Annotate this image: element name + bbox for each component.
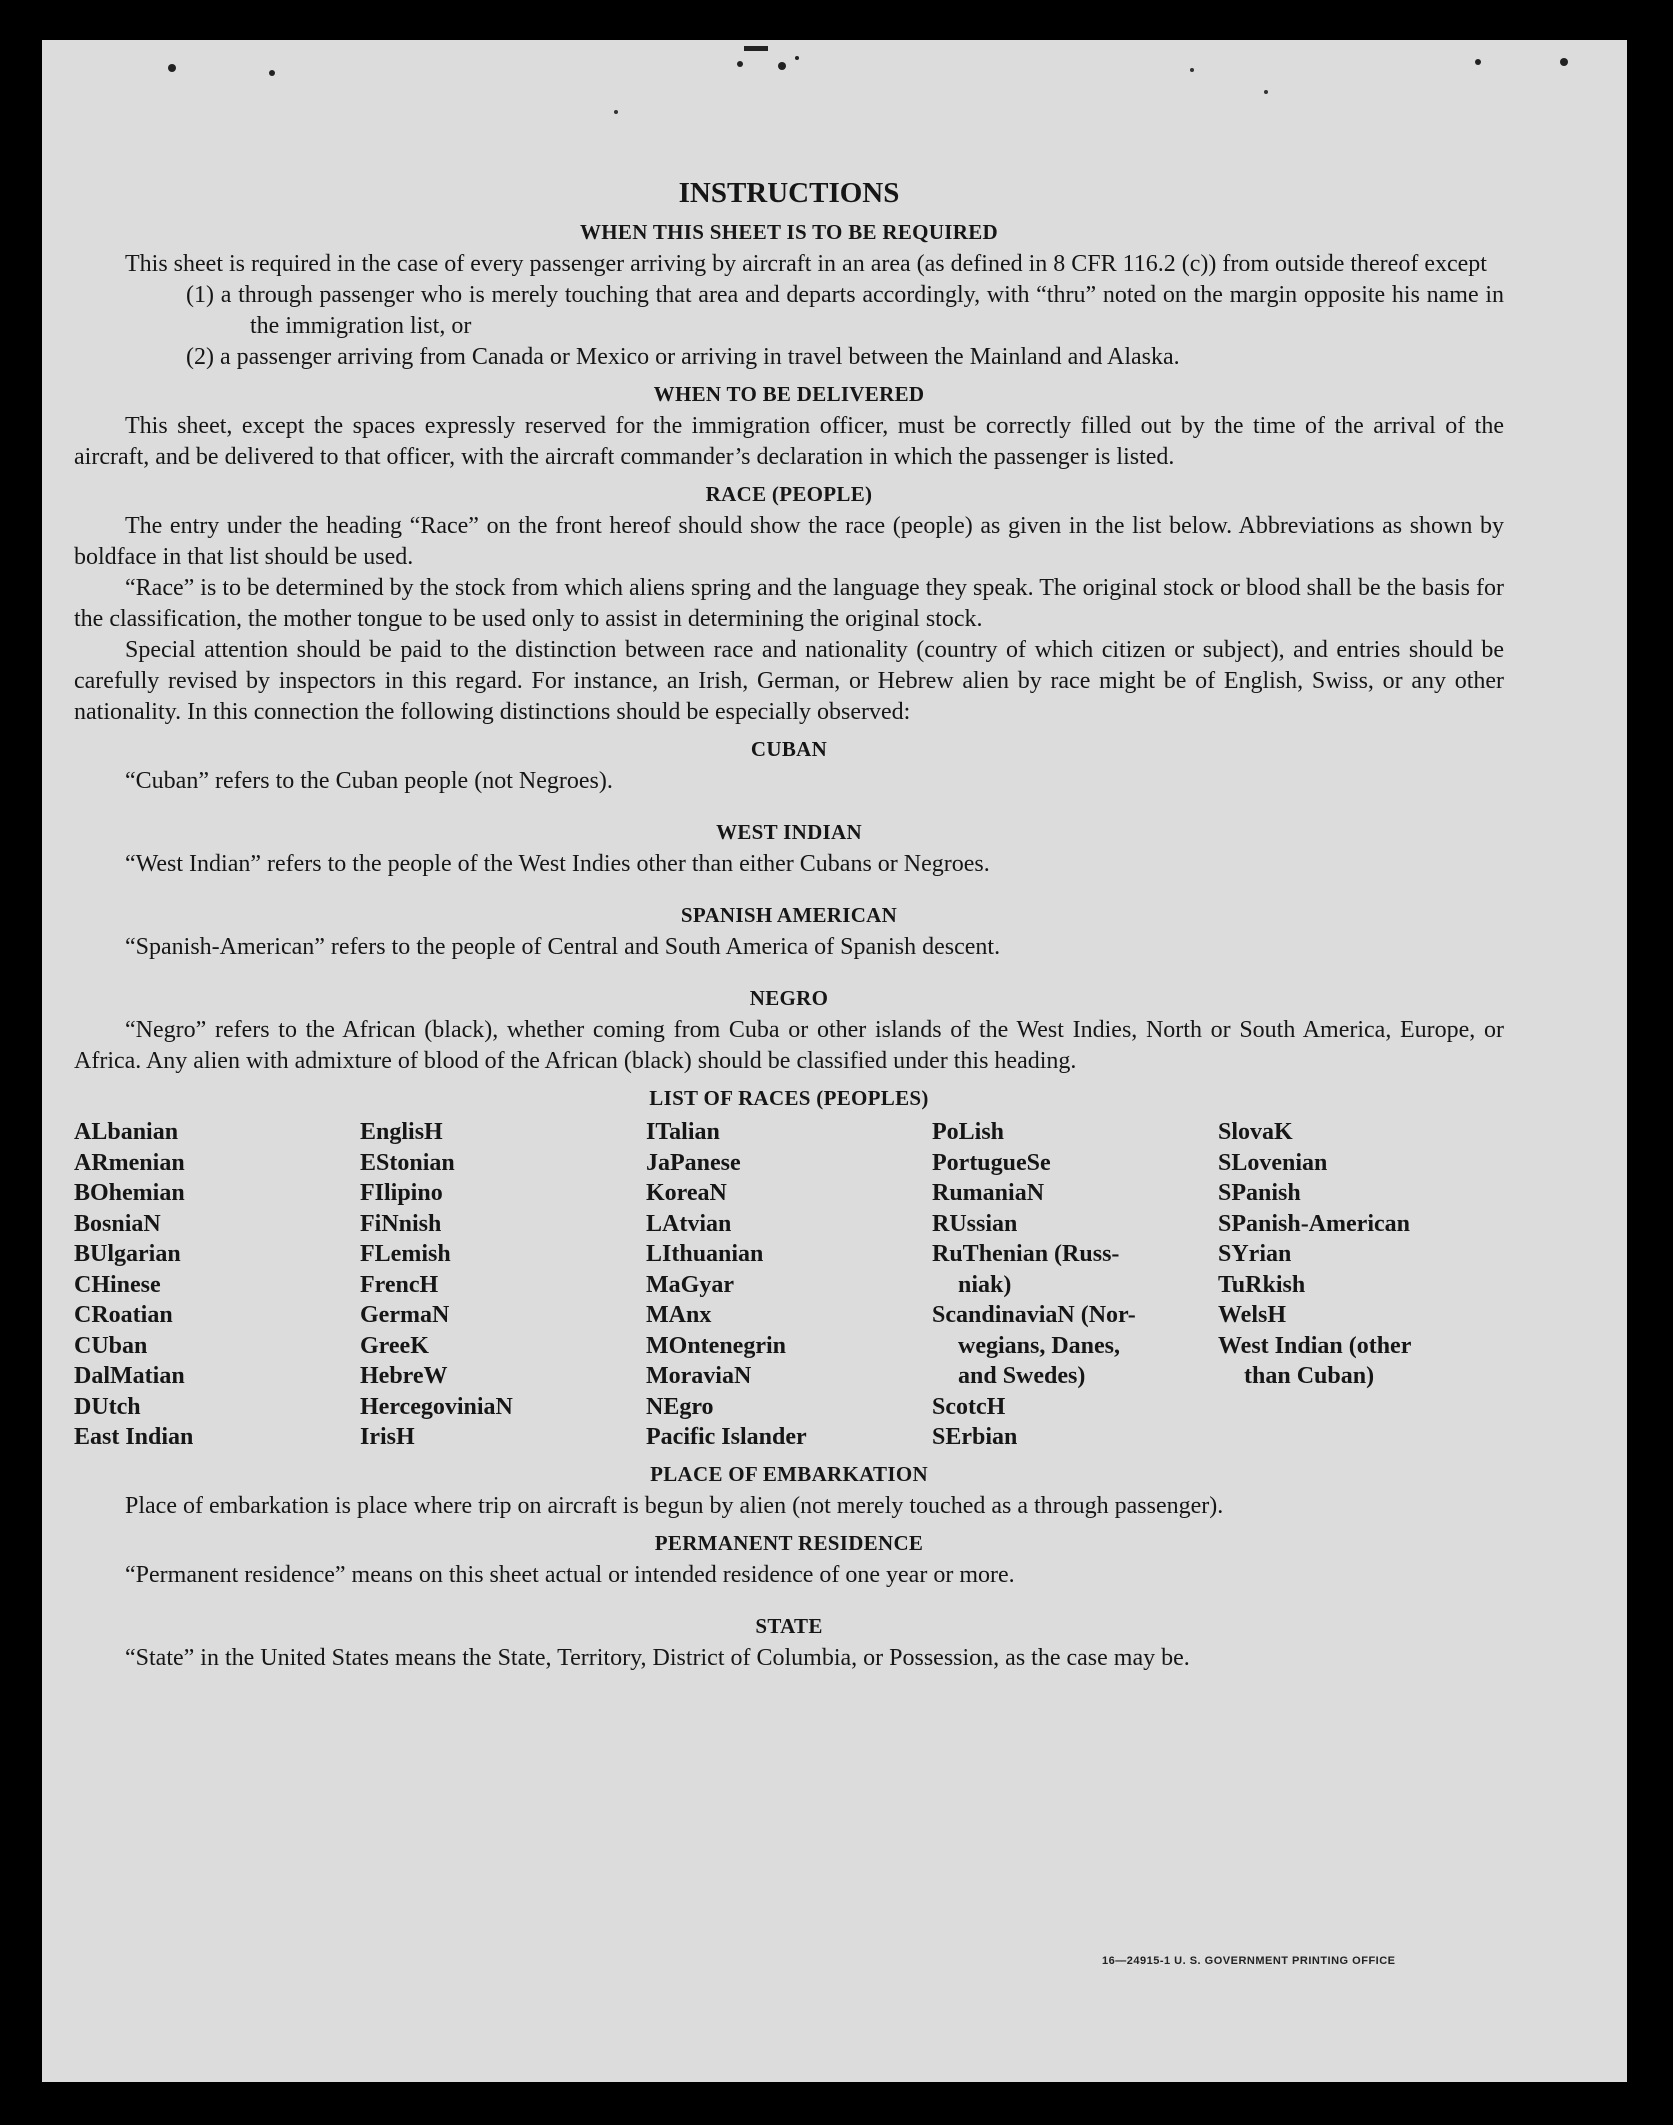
race-entry: EStonian <box>360 1149 455 1176</box>
state-text: “State” in the United States means the State, Territory, District of Columbia, or Possession, as the case may be. <box>125 1644 1190 1671</box>
heading-state: STATE <box>755 1613 823 1638</box>
race-entry: SLovenian <box>1218 1149 1328 1176</box>
race-entry: GreeK <box>360 1332 429 1359</box>
race-entry: SPanish-American <box>1218 1210 1410 1237</box>
race-paragraph-2: “Race” is to be determined by the stock from which aliens spring and the language they speak. The original stock or blood shall be the basis for the classification, the mother tongue to be used only to assist in determining the original stock. <box>74 575 1504 632</box>
race-entry: RumaniaN <box>932 1180 1045 1206</box>
race-entry: NEgro <box>646 1393 714 1420</box>
race-entry: ScotcH <box>932 1393 1006 1420</box>
race-entry: IrisH <box>360 1424 415 1450</box>
race-entry: MAnx <box>646 1302 712 1328</box>
cuban-text: “Cuban” refers to the Cuban people (not Negroes). <box>125 768 613 794</box>
heading-embarkation: PLACE OF EMBARKATION <box>650 1461 928 1486</box>
races-column <box>646 1117 932 1453</box>
residence-text: “Permanent residence” means on this sheet actual or intended residence of one year or more. <box>125 1561 1015 1588</box>
printer-imprint: 16—24915-1 U. S. GOVERNMENT PRINTING OFFICE <box>1102 1955 1396 1967</box>
race-entry: DalMatian <box>74 1363 185 1389</box>
race-entry: MoraviaN <box>646 1363 752 1389</box>
race-entry: JaPanese <box>646 1149 741 1176</box>
race-paragraph-1: The entry under the heading “Race” on the front hereof should show the race (people) as given in the list below. Abbreviations as shown by boldface in that list should be used. <box>74 513 1504 570</box>
race-entry: SPanish <box>1218 1180 1301 1206</box>
scan-specks <box>42 40 1627 160</box>
race-entry: wegians, Danes, <box>958 1332 1121 1359</box>
heading-required: WHEN THIS SHEET IS TO BE REQUIRED <box>579 220 998 244</box>
races-column <box>1218 1117 1504 1453</box>
race-entry: FrencH <box>360 1271 439 1298</box>
race-entry: West Indian (other <box>1218 1332 1412 1359</box>
race-entry: RUssian <box>932 1210 1018 1237</box>
delivered-text: This sheet, except the spaces expressly reserved for the immigration officer, must be correctly filled out by the time of the arrival of the aircraft, and be delivered to that officer, with the aircraft commander’s declaration in which the passenger is listed. <box>74 413 1504 470</box>
races-column <box>74 1117 360 1453</box>
race-entry: MOntenegrin <box>646 1332 786 1359</box>
race-entry: KoreaN <box>646 1180 727 1206</box>
race-entry: FiNnish <box>360 1210 442 1237</box>
race-entry: PoLish <box>932 1119 1005 1145</box>
race-entry: East Indian <box>74 1424 194 1450</box>
race-entry: ALbanian <box>74 1119 179 1145</box>
races-list <box>74 1117 1504 1453</box>
race-entry: CRoatian <box>74 1302 173 1328</box>
required-intro: This sheet is required in the case of every passenger arriving by aircraft in an area (as defined in 8 CFR 116.2 (c)) from outside thereof except <box>125 251 1487 277</box>
heading-spanish-american: SPANISH AMERICAN <box>680 903 898 927</box>
instructions-body <box>74 175 1504 1674</box>
race-entry: Pacific Islander <box>646 1424 807 1450</box>
race-entry: TuRkish <box>1218 1271 1306 1298</box>
race-entry: GermaN <box>360 1302 450 1328</box>
race-entry: EnglisH <box>360 1119 443 1145</box>
heading-delivered: WHEN TO BE DELIVERED <box>653 382 925 406</box>
race-entry: RuThenian (Russ- <box>932 1241 1120 1267</box>
race-entry: DUtch <box>74 1393 141 1420</box>
race-entry: SYrian <box>1218 1241 1292 1267</box>
race-entry: FLemish <box>360 1241 451 1267</box>
heading-west-indian: WEST INDIAN <box>716 820 862 844</box>
race-entry: PortugueSe <box>932 1149 1051 1176</box>
race-entry: CUban <box>74 1332 148 1359</box>
document-sheet <box>42 40 1627 2082</box>
negro-text: “Negro” refers to the African (black), whether coming from Cuba or other islands of the West Indies, North or South America, Europe, or Africa. Any alien with admixture of blood of the African (black) should be classified under this heading. <box>74 1017 1504 1074</box>
race-paragraph-3: Special attention should be paid to the distinction between race and nationality (country of which citizen or subject), and entries should be carefully revised by inspectors in this regard. For instance, an Irish, German, or Hebrew alien by race might be of English, Swiss, or any other nationality. In this connection the following distinctions should be especially observed: <box>74 637 1504 725</box>
race-entry: LIthuanian <box>646 1241 764 1267</box>
west-indian-text: “West Indian” refers to the people of the West Indies other than either Cubans or Negroes. <box>125 851 990 877</box>
heading-race: RACE (PEOPLE) <box>705 482 873 506</box>
race-entry: WelsH <box>1218 1302 1287 1328</box>
races-column <box>360 1117 646 1453</box>
race-entry: BOhemian <box>74 1180 185 1206</box>
race-entry: ARmenian <box>74 1149 185 1176</box>
race-entry: MaGyar <box>646 1271 734 1298</box>
heading-cuban: CUBAN <box>750 737 828 761</box>
race-entry: BUlgarian <box>74 1241 181 1267</box>
race-entry: HebreW <box>360 1363 448 1389</box>
race-entry: and Swedes) <box>958 1363 1086 1389</box>
race-entry: CHinese <box>74 1271 161 1298</box>
race-entry: niak) <box>958 1271 1012 1298</box>
heading-races-list: LIST OF RACES (PEOPLES) <box>649 1086 929 1110</box>
heading-negro: NEGRO <box>749 986 829 1010</box>
race-entry: LAtvian <box>646 1210 732 1237</box>
race-entry: ScandinaviaN (Nor- <box>932 1302 1136 1328</box>
race-entry: HercegoviniaN <box>360 1393 513 1420</box>
required-item-2: (2) a passenger arriving from Canada or Mexico or arriving in travel between the Mainland and Alaska. <box>186 344 1180 370</box>
required-item-1: (1) a through passenger who is merely touching that area and departs accordingly, with “thru” noted on the margin opposite his name in the immigration list, or <box>186 282 1504 339</box>
document-title: INSTRUCTIONS <box>678 177 900 209</box>
race-entry: SErbian <box>932 1424 1018 1450</box>
race-entry: ITalian <box>646 1119 720 1145</box>
race-entry: than Cuban) <box>1244 1363 1375 1389</box>
races-column <box>932 1117 1218 1453</box>
race-entry: SlovaK <box>1218 1119 1293 1145</box>
race-entry: BosniaN <box>74 1210 161 1237</box>
embarkation-text: Place of embarkation is place where trip on aircraft is begun by alien (not merely touched as a through passenger). <box>125 1492 1224 1519</box>
spanish-american-text: “Spanish-American” refers to the people of Central and South America of Spanish descent. <box>125 934 1001 960</box>
race-entry: FIlipino <box>360 1180 443 1206</box>
heading-residence: PERMANENT RESIDENCE <box>654 1530 924 1555</box>
